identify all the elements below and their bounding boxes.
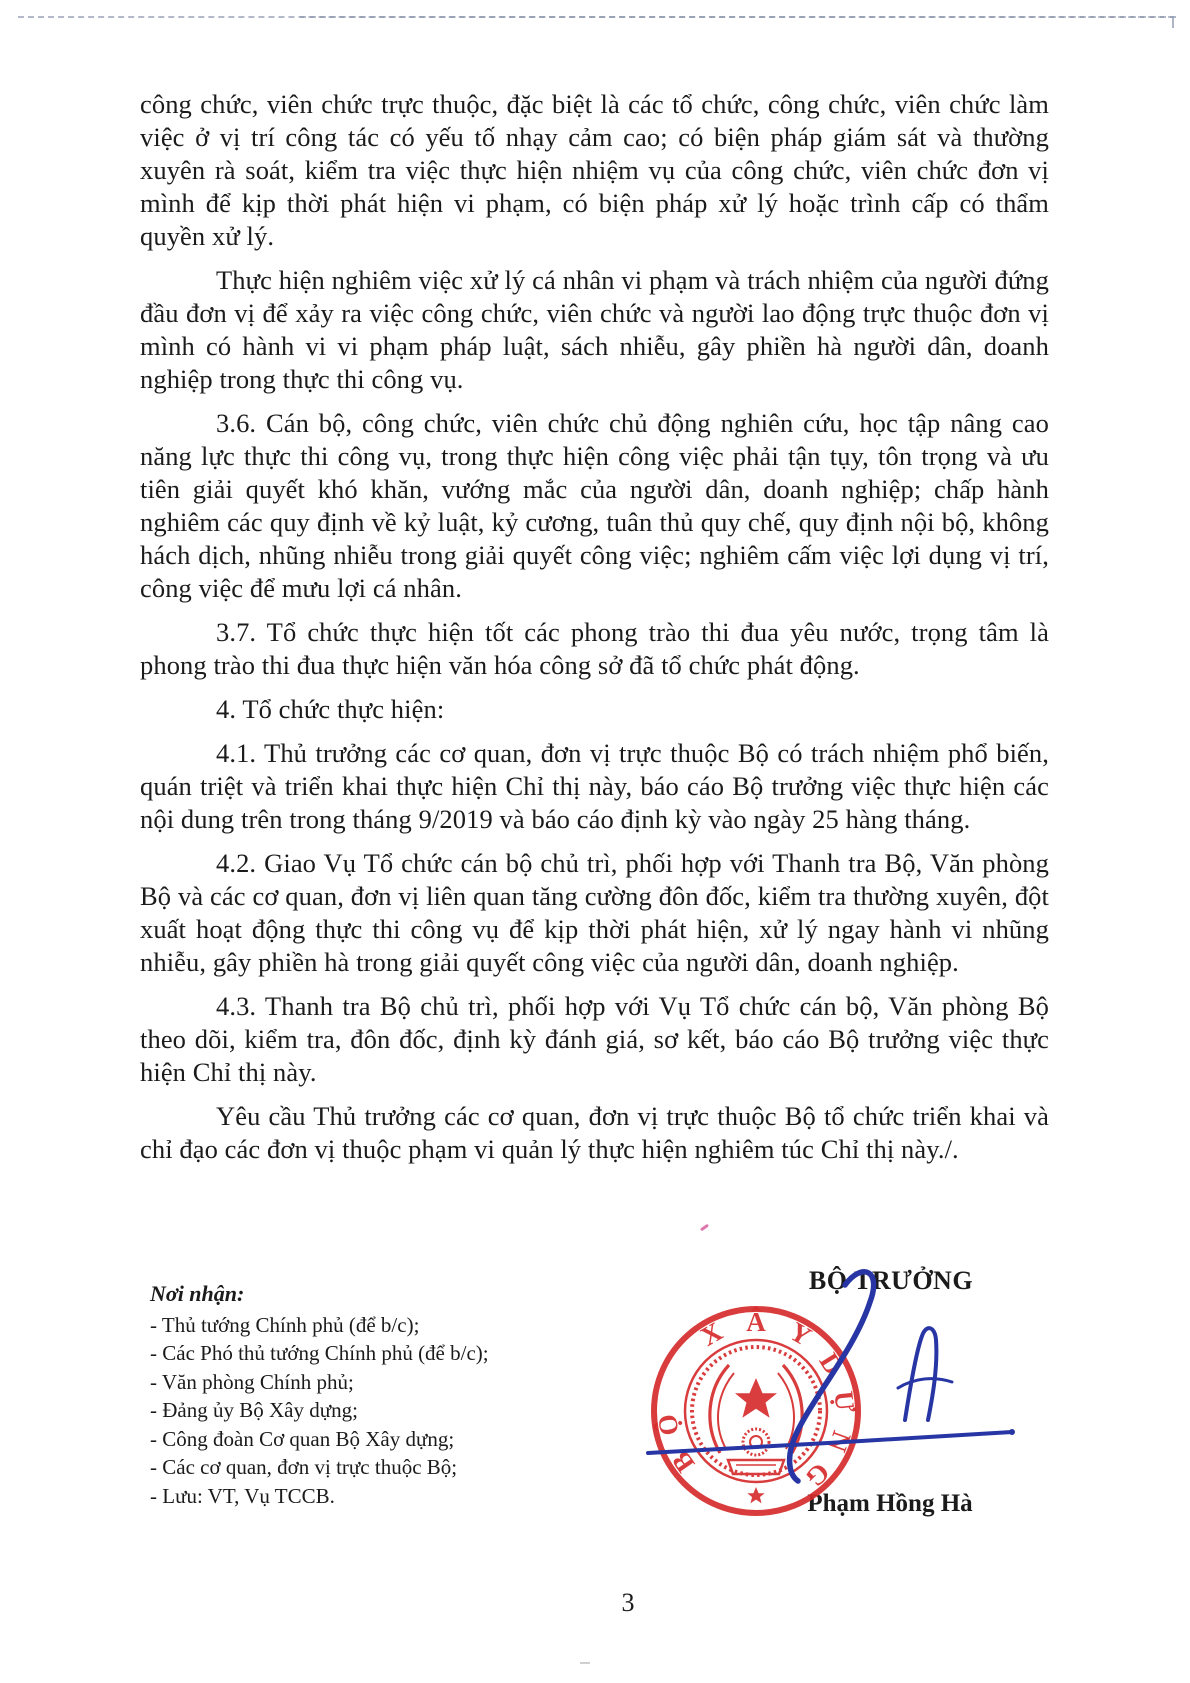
scan-artifact-bottom-dash (580, 1662, 590, 1664)
signature-tilde-stroke (898, 1379, 952, 1388)
scan-artifact-top-line-dense (300, 16, 1174, 18)
recipient-item: - Công đoàn Cơ quan Bộ Xây dựng; (150, 1426, 455, 1451)
body-paragraph: 4.3. Thanh tra Bộ chủ trì, phối hợp với Vụ Tổ chức cán bộ, Văn phòng Bộ theo dõi, kiểm tra, đôn đốc, định kỳ đánh giá, sơ kết, báo cáo Bộ trưởng việc thực hiện Chỉ thị này. (140, 991, 1049, 1087)
signature-loop-stroke (905, 1328, 936, 1420)
body-paragraph: công chức, viên chức trực thuộc, đặc biệt là các tổ chức, công chức, viên chức làm việc ở vị trí công tác có yếu tố nhạy cảm cao; có biện pháp giám sát và thường xuyên rà soát, kiểm tra việc thực hiện nhiệm vụ của công chức, viên chức đơn vị mình để kịp thời phát hiện vi phạm, có biện pháp xử lý hoặc trình cấp có thẩm quyền xử lý. (140, 89, 1049, 251)
document-body (140, 88, 1049, 1177)
seal-letter: G (799, 1456, 836, 1494)
section-heading: 4. Tổ chức thực hiện: (216, 694, 445, 724)
scan-artifact-pink-mark (700, 1224, 709, 1232)
body-paragraph: 4.1. Thủ trưởng các cơ quan, đơn vị trực thuộc Bộ có trách nhiệm phổ biến, quán triệt và triển khai thực hiện Chỉ thị này, báo cáo Bộ trưởng việc thực hiện các nội dung trên trong tháng 9/2019 và báo cáo định kỳ vào ngày 25 hàng tháng. (140, 738, 1049, 834)
minister-title: BỘ TRƯỞNG (808, 1266, 974, 1295)
recipient-item: - Lưu: VT, Vụ TCCB. (150, 1483, 335, 1508)
seal-letter: D (813, 1347, 850, 1381)
seal-letter: Ộ (651, 1412, 685, 1438)
recipients-label: Nơi nhận: (150, 1281, 245, 1306)
signature-main-stroke (790, 1272, 874, 1481)
recipients-block (150, 1280, 570, 1510)
body-paragraph: 3.7. Tổ chức thực hiện tốt các phong trào thi đua yêu nước, trọng tâm là phong trào thi đua thực hiện văn hóa công sở đã tổ chức phát động. (140, 617, 1049, 680)
minister-name: Phạm Hồng Hà (807, 1490, 973, 1517)
signature (560, 1250, 1060, 1560)
signature-line-end-dot (1009, 1429, 1015, 1435)
body-paragraph: Thực hiện nghiêm việc xử lý cá nhân vi phạm và trách nhiệm của người đứng đầu đơn vị để xảy ra việc công chức, viên chức và người lao động trực thuộc đơn vị mình có hành vi vi phạm pháp luật, sách nhiễu, gây phiền hà người dân, doanh nghiệp trong thực thi công vụ. (140, 265, 1049, 394)
body-paragraph: 4.2. Giao Vụ Tổ chức cán bộ chủ trì, phối hợp với Thanh tra Bộ, Văn phòng Bộ và các cơ quan, đơn vị liên quan tăng cường đôn đốc, kiểm tra thường xuyên, đột xuất hoạt động thực thi công vụ để kịp thời phát hiện, xử lý ngay hành vi nhũng nhiễu, gây phiền hà trong giải quyết công việc của người dân, doanh nghiệp. (140, 848, 1049, 977)
scan-artifact-right-tick (1172, 18, 1174, 28)
body-paragraph: 3.6. Cán bộ, công chức, viên chức chủ động nghiên cứu, học tập nâng cao năng lực thực thi công vụ, trong thực hiện công việc phải tận tụy, tôn trọng và ưu tiên giải quyết khó khăn, vướng mắc của người dân, doanh nghiệp; chấp hành nghiêm các quy định về kỷ luật, kỷ cương, tuân thủ quy chế, quy định nội bộ, không hách dịch, nhũng nhiễu trong giải quyết công việc; nghiêm cấm việc lợi dụng vị trí, công việc để mưu lợi cá nhân. (140, 408, 1049, 603)
recipient-item: - Văn phòng Chính phủ; (150, 1369, 354, 1394)
page-number: 3 (621, 1588, 635, 1617)
recipient-item: - Đảng ủy Bộ Xây dựng; (150, 1398, 358, 1422)
seal-letter: B (665, 1446, 701, 1479)
body-paragraph: Yêu cầu Thủ trưởng các cơ quan, đơn vị trực thuộc Bộ tổ chức triển khai và chỉ đạo các đơn vị thuộc phạm vi quản lý thực hiện nghiêm túc Chỉ thị này./. (140, 1101, 1049, 1164)
seal-letter: N (822, 1427, 858, 1456)
signature-underline-stroke (648, 1432, 1012, 1453)
seal-letter: X (695, 1316, 728, 1352)
seal-letter: Y (784, 1316, 817, 1352)
recipient-item: - Các cơ quan, đơn vị trực thuộc Bộ; (150, 1455, 458, 1479)
seal-letter: Â (746, 1307, 766, 1337)
recipient-item: - Thủ tướng Chính phủ (để b/c); (150, 1312, 420, 1337)
recipient-item: - Các Phó thủ tướng Chính phủ (để b/c); (150, 1341, 489, 1365)
seal-letter: Ự (828, 1389, 861, 1414)
